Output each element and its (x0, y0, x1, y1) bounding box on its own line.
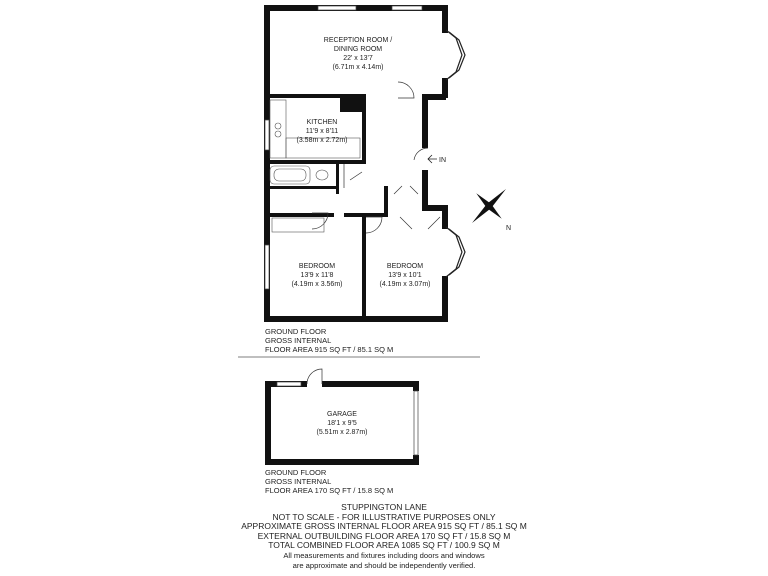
bay-window-reception (446, 30, 465, 80)
room-label-kitchen (297, 119, 348, 144)
footer-measurement-note-1: All measurements and fixtures including doors and windows (283, 550, 485, 560)
svg-text:22' x 13'7: 22' x 13'7 (343, 55, 373, 62)
garage-window (277, 382, 301, 386)
ground-floor-area-line2: GROSS INTERNAL (265, 336, 332, 345)
svg-text:GARAGE: GARAGE (327, 411, 357, 418)
compass-north-label: N (506, 225, 512, 232)
garage-side-door (307, 369, 322, 384)
bathroom-fittings (270, 166, 328, 184)
svg-text:18'1 x 9'5: 18'1 x 9'5 (327, 420, 357, 427)
footer-address: STUPPINGTON LANE (341, 502, 427, 512)
svg-text:(6.71m x 4.14m): (6.71m x 4.14m) (332, 64, 384, 71)
footer-internal-area: APPROXIMATE GROSS INTERNAL FLOOR AREA 915 SQ FT / 85.1 SQ M (241, 521, 527, 532)
svg-text:(5.51m x 2.87m): (5.51m x 2.87m) (316, 429, 368, 436)
footer-outbuilding-area: EXTERNAL OUTBUILDING FLOOR AREA 170 SQ FT / 15.8 SQ M (257, 530, 511, 541)
room-label-bedroom-right (380, 263, 431, 288)
ground-floor-plan (264, 5, 465, 322)
svg-text:KITCHEN: KITCHEN (306, 119, 338, 126)
svg-text:(3.58m x 2.72m): (3.58m x 2.72m) (296, 137, 348, 144)
svg-text:(4.19m x 3.07m): (4.19m x 3.07m) (379, 281, 431, 288)
footer-disclaimer: NOT TO SCALE - FOR ILLUSTRATIVE PURPOSES ONLY (272, 511, 496, 522)
ground-floor-area-note (265, 327, 393, 354)
footer-notes (200, 503, 568, 570)
garage-area-line2: GROSS INTERNAL (265, 477, 332, 486)
svg-text:11'9 x 8'11: 11'9 x 8'11 (305, 128, 339, 135)
svg-text:RECEPTION ROOM /: RECEPTION ROOM / (323, 37, 393, 44)
svg-text:BEDROOM: BEDROOM (298, 263, 336, 270)
svg-text:(4.19m x 3.56m): (4.19m x 3.56m) (291, 281, 343, 288)
svg-text:13'9 x 11'8: 13'9 x 11'8 (300, 272, 334, 279)
entrance-arrow (428, 155, 437, 163)
garage-area-line1: GROUND FLOOR (265, 468, 327, 477)
footer-measurement-note-2: are approximate and should be independently verified. (292, 560, 476, 570)
garage-area-note (265, 468, 393, 495)
doors (312, 82, 440, 233)
garage-plan (265, 369, 419, 465)
garage-door (414, 391, 418, 455)
svg-text:BEDROOM: BEDROOM (386, 263, 424, 270)
room-label-bedroom-left (292, 263, 343, 288)
ground-floor-area-line1: GROUND FLOOR (265, 327, 327, 336)
wardrobe (272, 218, 324, 232)
footer-total-area: TOTAL COMBINED FLOOR AREA 1085 SQ FT / 100.9 SQ M (268, 540, 500, 551)
entrance-label: IN (439, 157, 446, 164)
svg-text:DINING ROOM: DINING ROOM (333, 46, 383, 53)
room-label-reception (324, 37, 393, 71)
garage-area-line3: FLOOR AREA 170 SQ FT / 15.8 SQ M (265, 486, 394, 495)
svg-text:13'9 x 10'1: 13'9 x 10'1 (388, 272, 422, 279)
room-label-garage (317, 411, 368, 436)
ground-floor-area-line3: FLOOR AREA 915 SQ FT / 85.1 SQ M (265, 345, 394, 354)
bay-window-bedroom (446, 227, 465, 277)
